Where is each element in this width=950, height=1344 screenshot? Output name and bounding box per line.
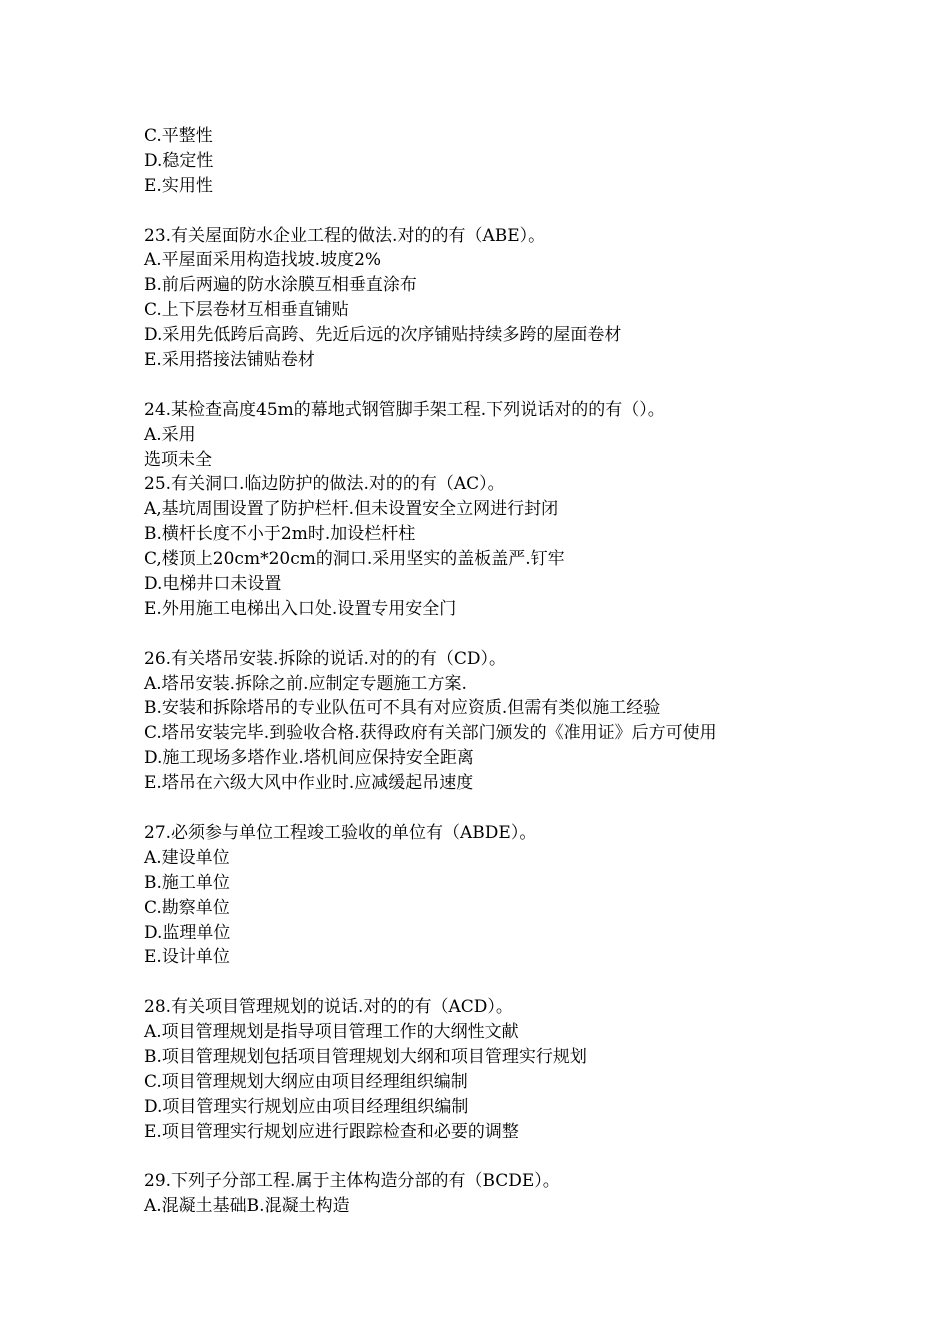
text-line: B.项目管理规划包括项目管理规划大纲和项目管理实行规划 <box>144 1046 587 1067</box>
text-line: D.施工现场多塔作业.塔机间应保持安全距离 <box>144 748 474 769</box>
text-line: C.平整性 <box>144 126 213 146</box>
text-line: A.混凝土基础B.混凝土构造 <box>144 1196 350 1217</box>
text-line: D.稳定性 <box>144 150 214 171</box>
blank-line <box>144 796 844 821</box>
text-line: E.项目管理实行规划应进行跟踪检查和必要的调整 <box>144 1121 519 1142</box>
text-line: E.塔吊在六级大风中作业时.应减缓起吊速度 <box>144 773 474 794</box>
text-line: B.施工单位 <box>144 872 230 893</box>
text-line: E.设计单位 <box>144 947 230 968</box>
question-26: 26.有关塔吊安装.拆除的说话.对的的有（CD）。 <box>144 648 506 669</box>
question-28: 28.有关项目管理规划的说话.对的的有（ACD）。 <box>144 997 513 1018</box>
text-line: D.采用先低跨后高跨、先近后远的次序铺贴持续多跨的屋面卷材 <box>144 325 622 346</box>
text-line: C.上下层卷材互相垂直铺贴 <box>144 300 349 321</box>
blank-line <box>144 1145 844 1170</box>
blank-line <box>144 622 844 647</box>
text-line: E.采用搭接法铺贴卷材 <box>144 350 315 371</box>
question-27: 27.必须参与单位工程竣工验收的单位有（ABDE）。 <box>144 822 537 843</box>
text-line: D.电梯井口未设置 <box>144 574 282 595</box>
text-line: D.项目管理实行规划应由项目经理组织编制 <box>144 1096 469 1117</box>
question-29: 29.下列子分部工程.属于主体构造分部的有（BCDE）。 <box>144 1171 560 1192</box>
text-line: A,基坑周围设置了防护栏杆.但未设置安全立网进行封闭 <box>144 499 559 520</box>
question-23: 23.有关屋面防水企业工程的做法.对的的有（ABE）。 <box>144 225 546 246</box>
text-line: 选项未全 <box>144 449 212 470</box>
text-line: E.实用性 <box>144 175 213 196</box>
text-line: A.塔吊安装.拆除之前.应制定专题施工方案. <box>144 673 467 694</box>
text-line: B.前后两遍的防水涂膜互相垂直涂布 <box>144 275 417 296</box>
question-25: 25.有关洞口.临边防护的做法.对的的有（AC）。 <box>144 474 505 495</box>
text-line: B.安装和拆除塔吊的专业队伍可不具有对应资质.但需有类似施工经验 <box>144 698 661 719</box>
text-line: D.监理单位 <box>144 922 231 943</box>
text-line: A.项目管理规划是指导项目管理工作的大纲性文献 <box>144 1022 519 1043</box>
blank-line <box>144 970 844 995</box>
text-line: C,楼顶上20cm*20cm的洞口.采用坚实的盖板盖严.钉牢 <box>144 549 565 570</box>
blank-line <box>144 199 844 224</box>
text-line: A.平屋面采用构造找坡.坡度2% <box>144 250 382 271</box>
text-line: C.项目管理规划大纲应由项目经理组织编制 <box>144 1071 468 1092</box>
text-line: E.外用施工电梯出入口处.设置专用安全门 <box>144 598 457 619</box>
question-24: 24.某检查高度45m的幕地式钢管脚手架工程.下列说话对的的有（）。 <box>144 399 665 420</box>
blank-line <box>144 373 844 398</box>
text-line: C.塔吊安装完毕.到验收合格.获得政府有关部门颁发的《准用证》后方可使用 <box>144 723 717 744</box>
text-line: C.勘察单位 <box>144 897 230 918</box>
text-line: A.建设单位 <box>144 847 230 868</box>
text-line: B.横杆长度不小于2m时.加设栏杆柱 <box>144 524 416 545</box>
text-line: A.采用 <box>144 424 196 445</box>
document-page <box>144 124 844 1219</box>
